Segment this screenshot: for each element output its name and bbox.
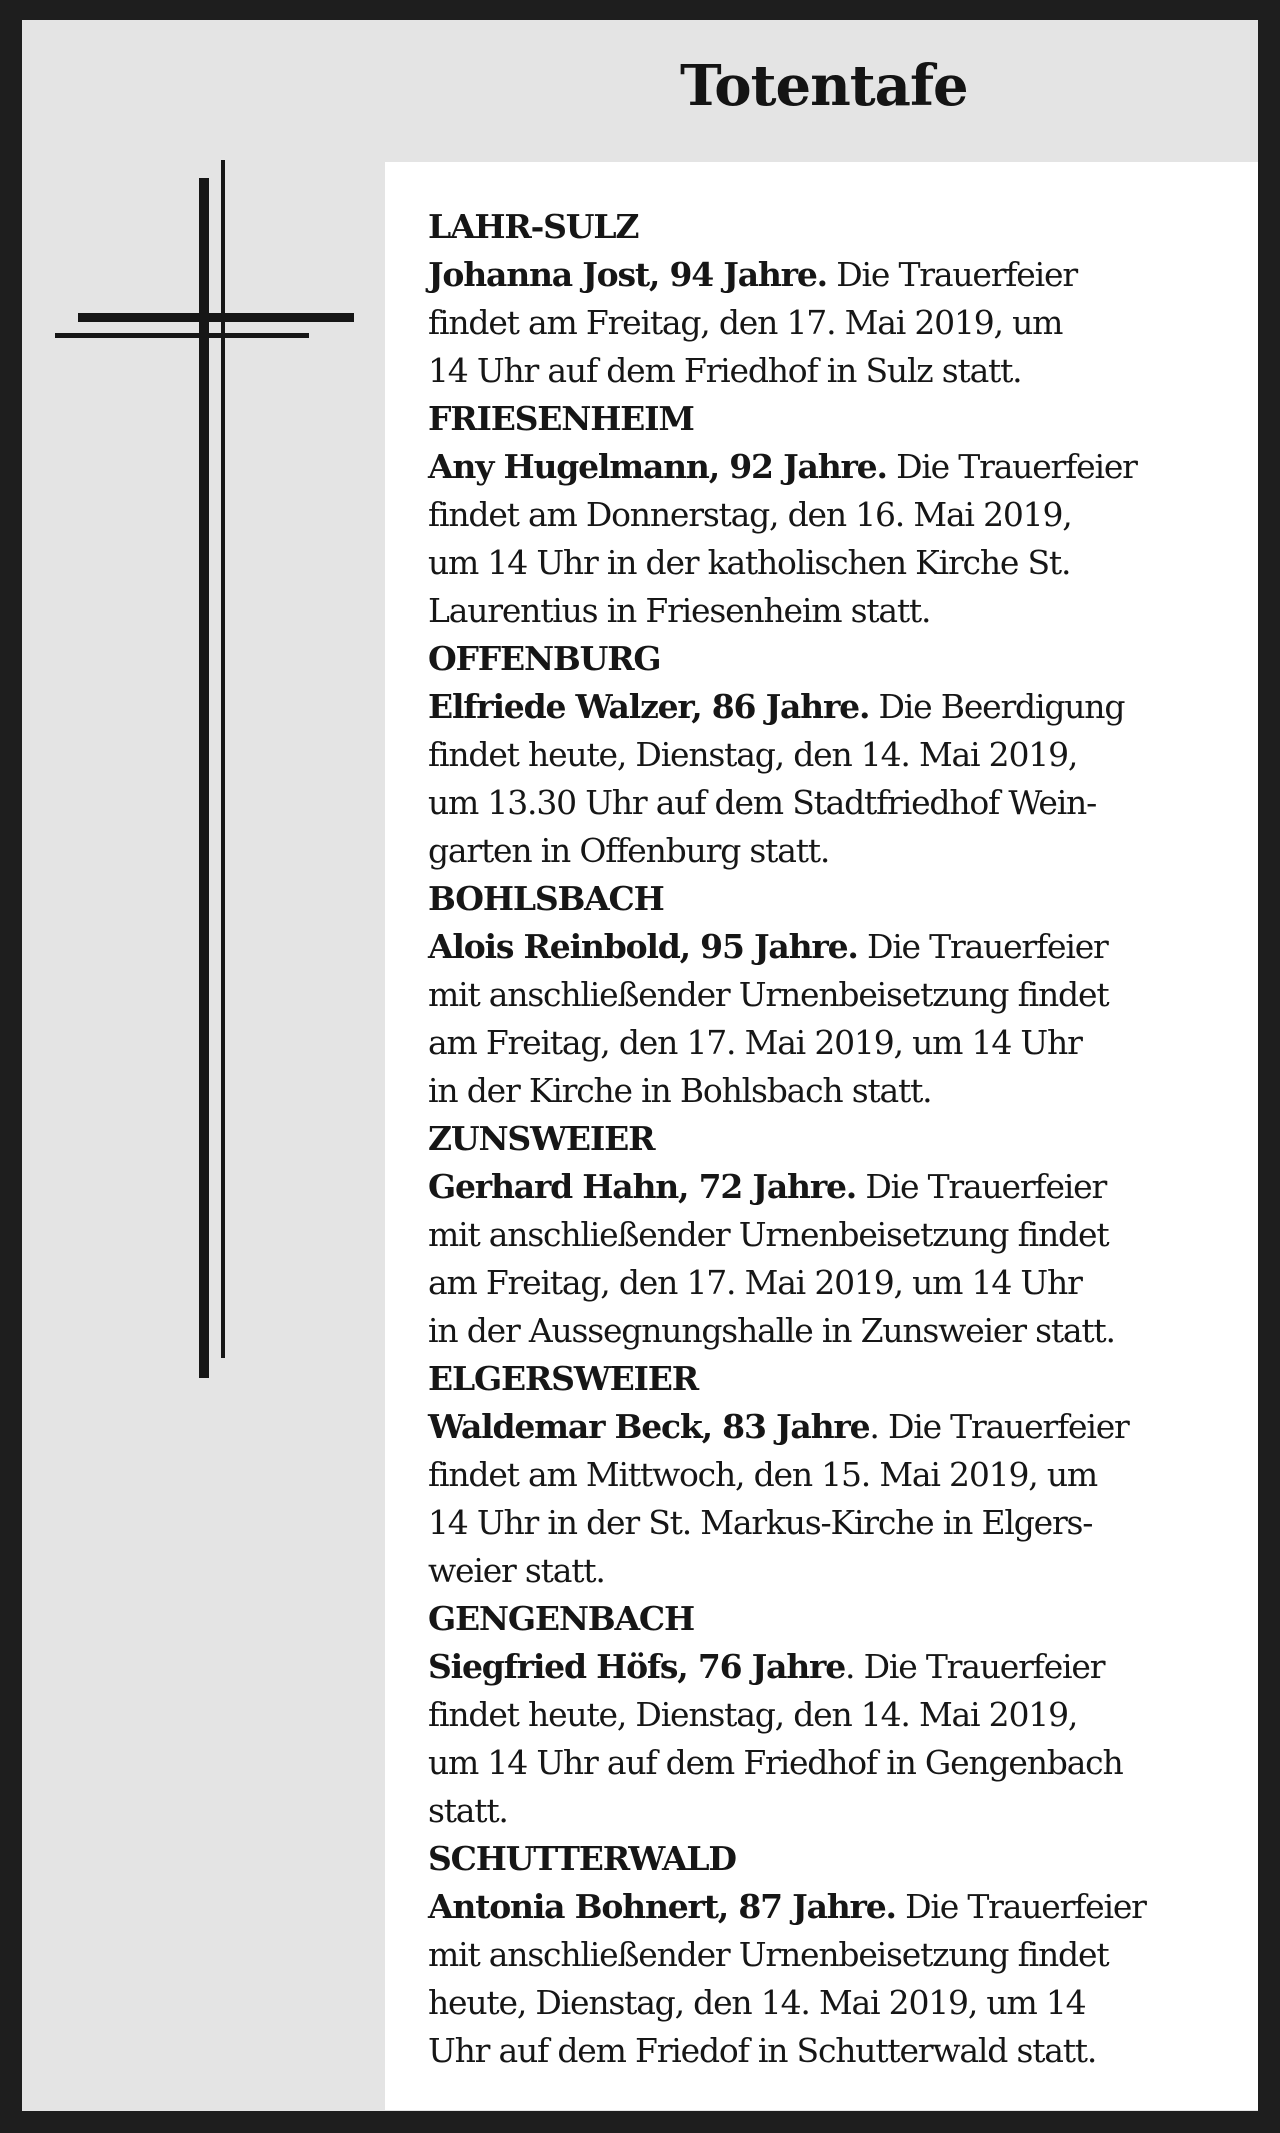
entry-line (428, 1643, 1259, 1691)
entry-text: . Die Trauerfeier (845, 1647, 1105, 1686)
entry-text: um 13.30 Uhr auf dem Stadtfriedhof Wein- (428, 783, 1097, 822)
entry-text: am Freitag, den 17. Mai 2019, um 14 Uhr (428, 1023, 1082, 1062)
obituary-entry (428, 1403, 1259, 1595)
cross-horizontal-thick (78, 313, 354, 322)
entry-text: mit anschließender Urnenbeisetzung findet (428, 1215, 1109, 1254)
entry-line (428, 1259, 1259, 1307)
deceased-name: Antonia Bohnert, 87 Jahre. (428, 1887, 896, 1926)
entry-text: Die Trauerfeier (857, 927, 1108, 966)
entry-line (428, 491, 1259, 539)
entry-line (428, 1739, 1259, 1787)
entry-text: findet am Mittwoch, den 15. Mai 2019, um (428, 1455, 1097, 1494)
page-title: Totentafe (680, 53, 968, 119)
entry-line (428, 731, 1259, 779)
entry-line (428, 587, 1259, 635)
entry-text: um 14 Uhr in der katholischen Kirche St. (428, 543, 1071, 582)
deceased-name: Johanna Jost, 94 Jahre. (428, 255, 827, 294)
entry-line (428, 1307, 1259, 1355)
entry-text: weier statt. (428, 1551, 605, 1590)
entry-line (428, 827, 1259, 875)
deceased-name: Elfriede Walzer, 86 Jahre. (428, 687, 870, 726)
place-heading: FRIESENHEIM (428, 399, 694, 438)
deceased-name: Gerhard Hahn, 72 Jahre. (428, 1167, 857, 1206)
entry-line (428, 683, 1259, 731)
place-heading: LAHR-SULZ (428, 207, 639, 246)
deceased-name: Waldemar Beck, 83 Jahre (428, 1407, 870, 1446)
entry-line (428, 347, 1259, 395)
entry-text: mit anschließender Urnenbeisetzung findet (428, 975, 1109, 1014)
deceased-name: Siegfried Höfs, 76 Jahre (428, 1647, 846, 1686)
entry-text: heute, Dienstag, den 14. Mai 2019, um 14 (428, 1983, 1086, 2022)
obituary-entry (428, 923, 1259, 1115)
deceased-name: Any Hugelmann, 92 Jahre. (428, 447, 887, 486)
entry-line (428, 971, 1259, 1019)
entry-text: in der Aussegnungshalle in Zunsweier statt. (428, 1311, 1115, 1350)
entry-text: findet heute, Dienstag, den 14. Mai 2019, (428, 1695, 1078, 1734)
entry-text: mit anschließender Urnenbeisetzung findet (428, 1935, 1109, 1974)
entry-text: um 14 Uhr auf dem Friedhof in Gengenbach (428, 1743, 1123, 1782)
obituary-entry (428, 1163, 1259, 1355)
entry-line (428, 539, 1259, 587)
entry-text: findet heute, Dienstag, den 14. Mai 2019, (428, 735, 1078, 774)
place-heading: SCHUTTERWALD (428, 1839, 736, 1878)
entry-line (428, 1019, 1259, 1067)
entry-line (428, 1979, 1259, 2027)
entry-line (428, 251, 1259, 299)
entry-text: Die Beerdigung (869, 687, 1125, 726)
entry-line (428, 443, 1259, 491)
entry-text: Die Trauerfeier (826, 255, 1077, 294)
obituary-list (385, 162, 1279, 2110)
entry-text: Uhr auf dem Friedof in Schutterwald statt. (428, 2031, 1097, 2070)
entry-line (428, 2027, 1259, 2075)
cross-horizontal-thin (55, 333, 309, 338)
place-heading: ZUNSWEIER (428, 1119, 655, 1158)
deceased-name: Alois Reinbold, 95 Jahre. (428, 927, 858, 966)
entry-line (428, 1787, 1259, 1835)
place-heading: OFFENBURG (428, 639, 661, 678)
obituary-entry (428, 251, 1259, 395)
place-heading: ELGERSWEIER (428, 1359, 698, 1398)
obituary-entry (428, 1643, 1259, 1835)
entry-text: Laurentius in Friesenheim statt. (428, 591, 931, 630)
entry-line (428, 1451, 1259, 1499)
entry-text: Die Trauerfeier (895, 1887, 1146, 1926)
entry-line (428, 1547, 1259, 1595)
obituary-entry (428, 443, 1259, 635)
entry-text: findet am Freitag, den 17. Mai 2019, um (428, 303, 1063, 342)
entry-text: garten in Offenburg statt. (428, 831, 830, 870)
cross-vertical-thick (199, 178, 209, 1378)
entry-text: 14 Uhr in der St. Markus-Kirche in Elgers- (428, 1503, 1093, 1542)
place-heading: BOHLSBACH (428, 879, 664, 918)
entry-text: Die Trauerfeier (856, 1167, 1107, 1206)
entry-line (428, 1691, 1259, 1739)
entry-line (428, 1499, 1259, 1547)
obituary-entry (428, 683, 1259, 875)
obituary-entry (428, 1883, 1259, 2075)
entry-text: am Freitag, den 17. Mai 2019, um 14 Uhr (428, 1263, 1082, 1302)
entry-line (428, 299, 1259, 347)
entry-text: statt. (428, 1791, 508, 1830)
place-heading: GENGENBACH (428, 1599, 694, 1638)
entry-text: Die Trauerfeier (886, 447, 1137, 486)
entry-line (428, 1067, 1259, 1115)
entry-line (428, 779, 1259, 827)
cross-vertical-thin (221, 160, 225, 1358)
entry-line (428, 1403, 1259, 1451)
entry-text: 14 Uhr auf dem Friedhof in Sulz statt. (428, 351, 1022, 390)
entry-text: findet am Donnerstag, den 16. Mai 2019, (428, 495, 1072, 534)
entry-line (428, 1163, 1259, 1211)
entry-line (428, 1211, 1259, 1259)
entry-text: . Die Trauerfeier (869, 1407, 1129, 1446)
entry-text: in der Kirche in Bohlsbach statt. (428, 1071, 932, 1110)
entry-line (428, 923, 1259, 971)
entry-line (428, 1883, 1259, 1931)
entry-line (428, 1931, 1259, 1979)
